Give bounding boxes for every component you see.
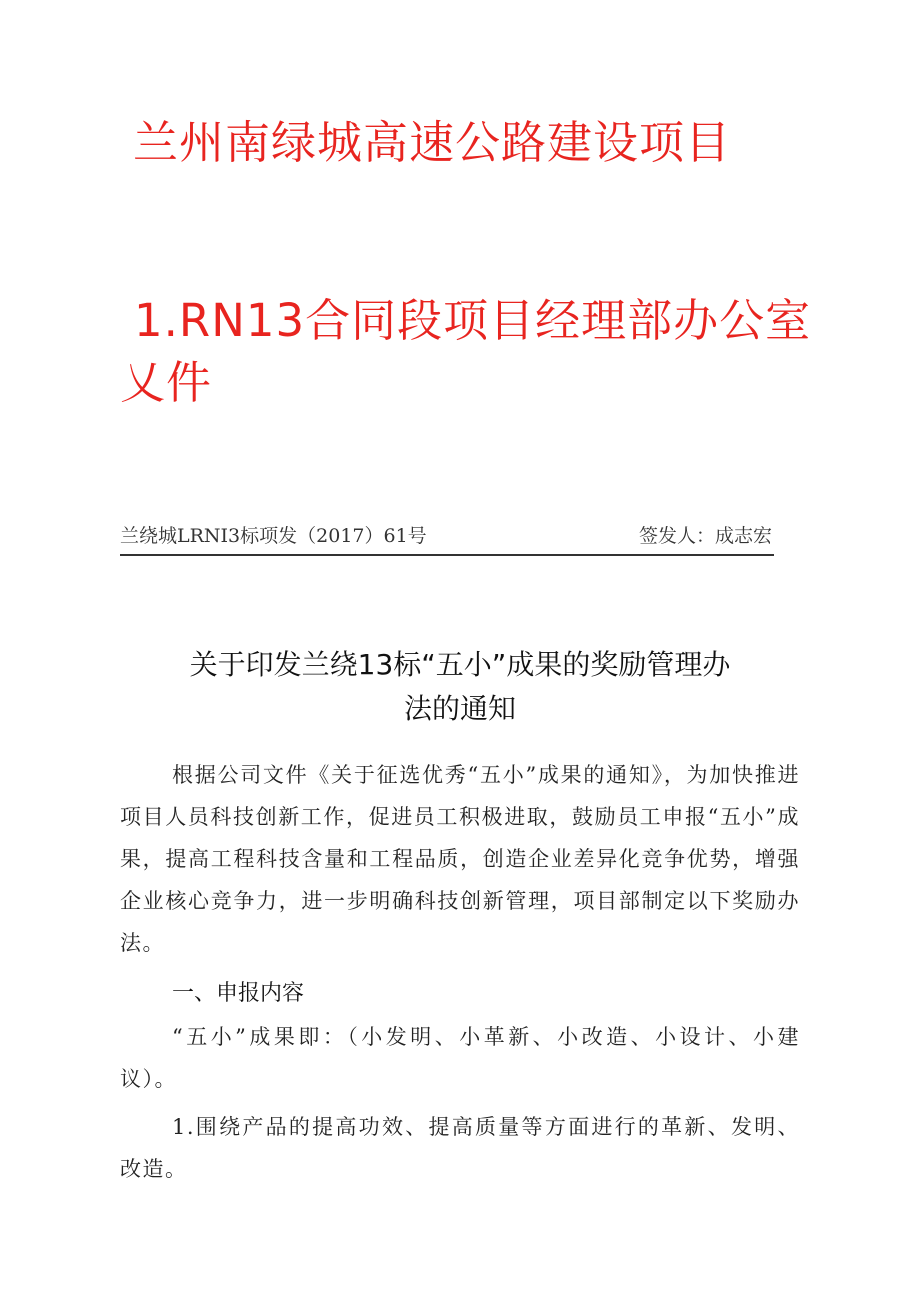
header-line-2: 1.RN13合同段项目经理部办公室 (134, 294, 812, 347)
body-paragraph-2: “五小”成果即：（小发明、小革新、小改造、小设计、小建议）。 (120, 1025, 800, 1091)
document-title-line-1: 关于印发兰绕13标“五小”成果的奖励管理办 (189, 648, 731, 681)
document-number: 兰绕城LRNI3标项发（2017）61号 (120, 525, 427, 547)
body-paragraph-1: 根据公司文件《关于征选优秀“五小”成果的通知》，为加快推进项目人员科技创新工作，促进员工积极进取，鼓励员工申报“五小”成果，提高工程科技含量和工程品质，创造企业差异化竞争优势，增强企业核心竞争力，进一步明确科技创新管理，项目部制定以下奖励办法。 (120, 763, 800, 955)
document-meta-row (120, 520, 774, 556)
document-title-line-2: 法的通知 (403, 692, 516, 725)
body-paragraph-3: 1.围绕产品的提高功效、提高质量等方面进行的革新、发明、改造。 (120, 1115, 800, 1181)
document-title (120, 643, 800, 731)
signer: 签发人：成志宏 (638, 525, 772, 547)
header-line-1: 兰州南绿城高速公路建设项目 (133, 116, 732, 169)
header-line-3: 乂件 (120, 356, 213, 409)
section-heading-1: 一、申报内容 (172, 981, 305, 1006)
